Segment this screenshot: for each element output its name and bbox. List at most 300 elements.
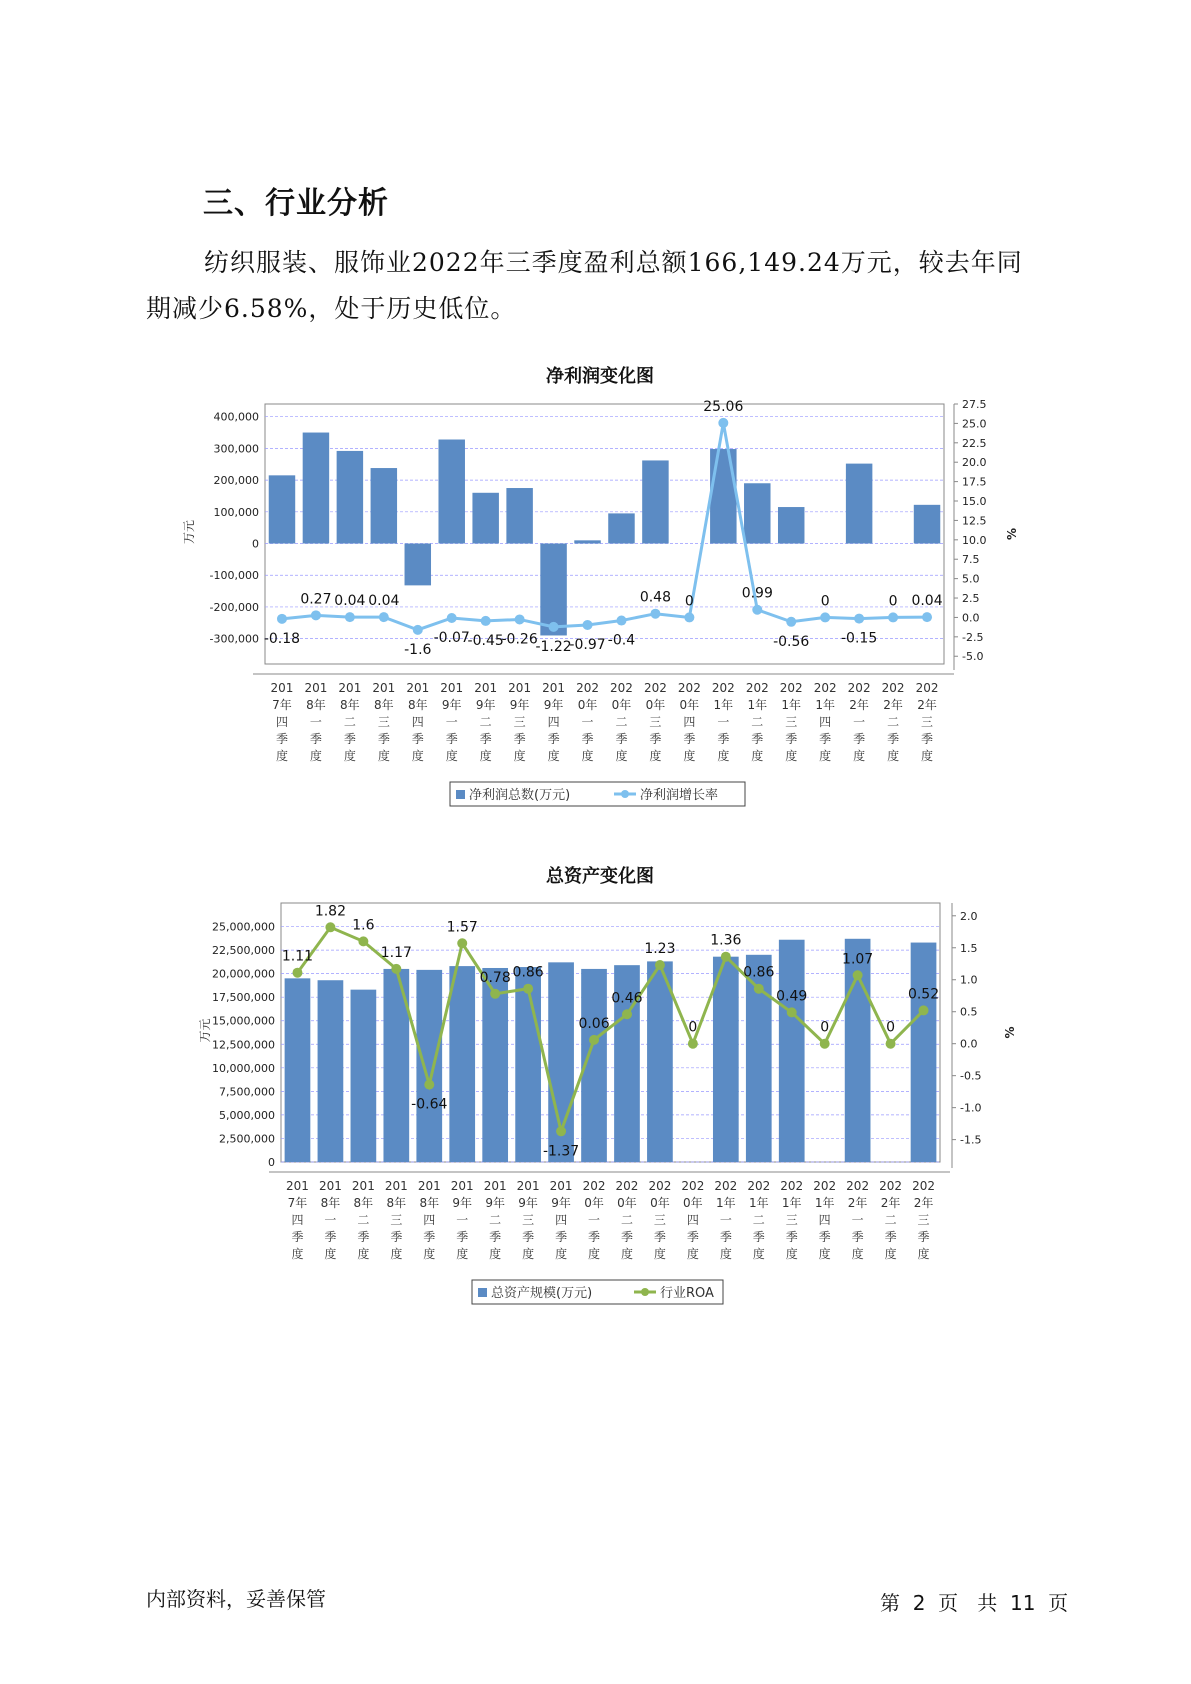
y2-tick-label: 0.5 — [960, 1005, 978, 1019]
y2-tick-label: 10.0 — [962, 533, 987, 547]
line-point — [886, 1039, 896, 1049]
y-tick-label: 12,500,000 — [212, 1038, 275, 1052]
y-axis-title: 万元 — [198, 1018, 212, 1043]
page-no: 2 — [912, 1591, 926, 1615]
line-point — [556, 1126, 566, 1136]
x-tick-label: 四 — [411, 715, 424, 729]
x-tick-label: 202 — [643, 681, 667, 695]
total-unit: 页 — [1048, 1591, 1069, 1615]
data-label: 1.6 — [352, 917, 375, 934]
x-tick-label: 0年 — [577, 698, 598, 712]
x-tick-label: 8年 — [340, 698, 360, 712]
y-tick-label: -300,000 — [209, 632, 259, 646]
data-label: -0.97 — [569, 636, 606, 653]
x-tick-label: 二 — [343, 715, 356, 729]
data-label: 0.06 — [578, 1015, 610, 1032]
y-tick-label: 15,000,000 — [212, 1014, 275, 1028]
x-tick-label: 度 — [324, 1247, 337, 1261]
x-tick-label: 1年 — [815, 698, 835, 712]
x-tick-label: 1年 — [713, 698, 734, 712]
y2-tick-label: 22.5 — [962, 436, 987, 450]
x-tick-label: 度 — [343, 749, 356, 763]
x-tick-label: 一 — [445, 715, 458, 729]
x-tick-label: 三 — [377, 715, 390, 729]
x-tick-label: 201 — [351, 1179, 375, 1193]
x-tick-label: 度 — [921, 749, 934, 763]
x-tick-label: 度 — [818, 1247, 831, 1261]
y-tick-label: 0 — [268, 1156, 275, 1169]
x-tick-label: 季 — [479, 732, 492, 746]
bar — [911, 943, 937, 1162]
x-tick-label: 202 — [881, 681, 905, 695]
x-tick-label: 二 — [357, 1213, 370, 1227]
y2-tick-label: 1.5 — [960, 941, 978, 955]
y2-tick-label: -1.0 — [960, 1101, 982, 1115]
x-tick-label: 2年 — [880, 1196, 901, 1210]
line-point — [919, 1005, 929, 1015]
x-tick-label: 9年 — [543, 698, 564, 712]
x-tick-label: 202 — [677, 681, 701, 695]
x-tick-label: 季 — [884, 1230, 897, 1244]
x-tick-label: 季 — [653, 1230, 666, 1244]
y2-tick-label: 2.5 — [962, 592, 980, 606]
x-tick-label: 201 — [417, 1179, 441, 1193]
data-label: 0.78 — [479, 969, 511, 986]
x-tick-label: 8年 — [320, 1196, 341, 1210]
x-tick-label: 度 — [479, 749, 492, 763]
x-tick-label: 四 — [686, 1213, 699, 1227]
y2-tick-label: 1.0 — [960, 973, 978, 987]
y2-tick-label: 20.0 — [962, 456, 987, 470]
footer-page-number — [880, 1587, 1068, 1616]
x-tick-label: 8年 — [353, 1196, 374, 1210]
x-tick-label: 2年 — [917, 698, 937, 712]
x-tick-label: 度 — [291, 1247, 304, 1261]
x-tick-label: 季 — [309, 732, 322, 746]
data-label: -0.56 — [773, 633, 810, 650]
x-tick-label: 0年 — [617, 1196, 637, 1210]
x-tick-label: 二 — [479, 715, 492, 729]
x-tick-label: 201 — [440, 681, 464, 695]
x-tick-label: 8年 — [407, 698, 428, 712]
data-label: -0.45 — [467, 632, 504, 649]
x-tick-label: 二 — [489, 1213, 502, 1227]
x-tick-label: 度 — [588, 1247, 601, 1261]
x-tick-label: 四 — [423, 1213, 436, 1227]
x-tick-label: 度 — [547, 749, 560, 763]
x-tick-label: 202 — [711, 681, 735, 695]
page-total: 11 — [1009, 1591, 1036, 1615]
x-tick-label: 202 — [681, 1179, 705, 1193]
x-tick-label: 度 — [751, 749, 764, 763]
x-tick-label: 1年 — [781, 1196, 802, 1210]
data-label: 0 — [886, 1019, 896, 1036]
y-tick-label: 25,000,000 — [212, 920, 275, 934]
x-tick-label: 季 — [717, 732, 730, 746]
y2-tick-label: 27.5 — [962, 398, 987, 411]
x-tick-label: 度 — [917, 1247, 930, 1261]
footer-confidential: 内部资料，妥善保管 — [146, 1587, 326, 1611]
x-tick-label: 季 — [343, 732, 356, 746]
x-tick-label: 度 — [445, 749, 458, 763]
data-label: 0.86 — [743, 964, 775, 981]
x-tick-label: 0年 — [683, 1196, 703, 1210]
x-tick-label: 季 — [785, 1230, 798, 1244]
y-tick-label: 10,000,000 — [212, 1061, 275, 1075]
x-tick-label: 季 — [620, 1230, 633, 1244]
x-tick-label: 三 — [649, 715, 662, 729]
x-tick-label: 202 — [576, 681, 599, 695]
plot-area — [281, 903, 940, 1162]
data-label: 1.57 — [446, 919, 478, 936]
data-label: 0.86 — [512, 964, 544, 981]
x-tick-label: 202 — [813, 1179, 837, 1193]
x-tick-label: 0年 — [650, 1196, 670, 1210]
chart2-title: 总资产变化图 — [546, 866, 654, 887]
y-tick-label: 7,500,000 — [219, 1085, 275, 1099]
x-tick-label: 季 — [547, 732, 560, 746]
x-tick-label: 201 — [384, 1179, 408, 1193]
page-unit: 页 — [938, 1591, 959, 1615]
x-tick-label: 0年 — [645, 698, 666, 712]
x-tick-label: 202 — [780, 1179, 804, 1193]
y2-tick-label: 5.0 — [962, 572, 980, 586]
x-tick-label: 2年 — [849, 698, 869, 712]
x-tick-label: 季 — [423, 1230, 436, 1244]
y2-tick-label: -2.5 — [962, 630, 984, 644]
data-label: -0.4 — [607, 632, 636, 649]
x-tick-label: 季 — [818, 1230, 831, 1244]
x-tick-label: 度 — [683, 749, 696, 763]
y-tick-label: 0 — [252, 537, 259, 551]
x-tick-label: 7年 — [287, 1196, 308, 1210]
y-axis-title: 万元 — [182, 519, 196, 544]
data-label: 0.99 — [741, 585, 773, 602]
y2-tick-label: 7.5 — [962, 553, 980, 567]
x-tick-label: 8年 — [386, 1196, 407, 1210]
data-label: 0.04 — [911, 593, 943, 610]
x-tick-label: 0年 — [584, 1196, 604, 1210]
x-tick-label: 季 — [785, 732, 798, 746]
x-tick-label: 1年 — [814, 1196, 835, 1210]
x-tick-label: 2年 — [883, 698, 903, 712]
line-point — [358, 936, 368, 946]
bar — [318, 980, 344, 1162]
data-label: 0 — [820, 1019, 830, 1036]
x-tick-label: 季 — [513, 732, 526, 746]
x-tick-label: 度 — [819, 749, 832, 763]
x-tick-label: 8年 — [419, 1196, 440, 1210]
x-tick-label: 度 — [887, 749, 900, 763]
legend-bar-label: 净利润总数(万元) — [469, 788, 571, 803]
line-point — [820, 1039, 830, 1049]
line-point — [655, 960, 665, 970]
data-label: 0 — [688, 1019, 698, 1036]
x-tick-label: 0年 — [679, 698, 700, 712]
data-label: -1.22 — [535, 638, 572, 655]
x-tick-label: 季 — [752, 1230, 765, 1244]
bar — [285, 978, 311, 1162]
x-tick-label: 季 — [445, 732, 458, 746]
data-label: -0.18 — [263, 630, 301, 647]
x-tick-label: 度 — [752, 1247, 765, 1261]
x-tick-label: 三 — [917, 1213, 930, 1227]
x-tick-label: 二 — [752, 1213, 765, 1227]
y2-tick-label: -5.0 — [962, 650, 984, 664]
y-tick-label: 2,500,000 — [219, 1132, 275, 1146]
x-tick-label: 季 — [921, 732, 934, 746]
data-label: 0.48 — [639, 589, 672, 606]
x-tick-label: 202 — [915, 681, 939, 695]
line-point — [292, 968, 302, 978]
x-tick-label: 202 — [582, 1179, 606, 1193]
x-tick-label: 度 — [785, 1247, 798, 1261]
x-tick-label: 度 — [686, 1247, 699, 1261]
x-tick-label: 三 — [653, 1213, 666, 1227]
y-tick-label: 5,000,000 — [219, 1108, 275, 1122]
y2-tick-label: -0.5 — [960, 1069, 982, 1083]
x-tick-label: 度 — [884, 1247, 897, 1261]
x-tick-label: 季 — [719, 1230, 732, 1244]
x-tick-label: 三 — [513, 715, 526, 729]
data-label: 0.04 — [334, 593, 366, 610]
page-prefix: 第 — [880, 1591, 900, 1615]
x-tick-label: 度 — [620, 1247, 633, 1261]
x-tick-label: 度 — [785, 749, 798, 763]
x-tick-label: 三 — [390, 1213, 403, 1227]
x-tick-label: 202 — [714, 1179, 738, 1193]
x-tick-label: 201 — [406, 681, 430, 695]
x-tick-label: 201 — [516, 1179, 540, 1193]
x-tick-label: 二 — [615, 715, 628, 729]
bar — [779, 940, 805, 1162]
x-tick-label: 季 — [390, 1230, 403, 1244]
x-tick-label: 201 — [338, 681, 362, 695]
bar — [647, 961, 673, 1162]
x-tick-label: 一 — [853, 715, 866, 729]
x-tick-label: 一 — [581, 715, 594, 729]
line-point — [391, 964, 401, 974]
x-tick-label: 季 — [411, 732, 424, 746]
x-tick-label: 9年 — [452, 1196, 473, 1210]
bar — [416, 970, 442, 1162]
legend-bar-swatch — [478, 1288, 487, 1297]
data-label: 0 — [820, 593, 830, 610]
x-tick-label: 三 — [921, 715, 934, 729]
data-label: 0 — [684, 593, 694, 610]
x-tick-label: 季 — [649, 732, 662, 746]
x-tick-label: 一 — [717, 715, 730, 729]
x-tick-label: 季 — [275, 732, 288, 746]
x-tick-label: 8年 — [306, 698, 326, 712]
x-tick-label: 一 — [309, 715, 322, 729]
data-label: -0.07 — [433, 629, 470, 646]
data-label: 0.49 — [776, 988, 808, 1005]
x-tick-label: 201 — [372, 681, 396, 695]
data-label: -1.6 — [404, 641, 432, 658]
x-tick-label: 度 — [275, 749, 288, 763]
bar — [351, 990, 377, 1162]
line-point — [622, 1009, 632, 1019]
y-tick-label: 20,000,000 — [212, 967, 275, 981]
x-tick-label: 9年 — [518, 1196, 538, 1210]
bar — [713, 957, 739, 1162]
x-tick-label: 201 — [508, 681, 532, 695]
x-tick-label: 季 — [686, 1230, 699, 1244]
x-tick-label: 202 — [745, 681, 769, 695]
x-tick-label: 二 — [620, 1213, 633, 1227]
x-tick-label: 202 — [747, 1179, 771, 1193]
x-tick-label: 季 — [581, 732, 594, 746]
x-tick-label: 四 — [291, 1213, 304, 1227]
x-tick-label: 202 — [615, 1179, 639, 1193]
x-tick-label: 季 — [851, 1230, 864, 1244]
data-label: 1.17 — [380, 944, 412, 961]
x-tick-label: 度 — [615, 749, 628, 763]
x-tick-label: 0年 — [611, 698, 632, 712]
x-tick-label: 201 — [286, 1179, 309, 1193]
x-tick-label: 度 — [513, 749, 526, 763]
x-tick-label: 9年 — [485, 1196, 505, 1210]
x-tick-label: 度 — [851, 1247, 864, 1261]
x-tick-label: 202 — [847, 681, 871, 695]
data-label: 1.11 — [281, 948, 314, 965]
line-point — [853, 970, 863, 980]
data-label: 0.04 — [368, 593, 400, 610]
y-tick-label: 100,000 — [213, 505, 259, 519]
x-tick-label: 度 — [357, 1247, 370, 1261]
x-tick-label: 三 — [785, 715, 798, 729]
x-tick-label: 度 — [390, 1247, 403, 1261]
x-tick-label: 度 — [649, 749, 662, 763]
x-tick-label: 7年 — [272, 698, 292, 712]
x-tick-label: 季 — [377, 732, 390, 746]
x-tick-label: 9年 — [475, 698, 496, 712]
x-tick-label: 度 — [717, 749, 730, 763]
x-tick-label: 四 — [683, 715, 696, 729]
line-point — [721, 952, 731, 962]
y-tick-label: 22,500,000 — [212, 944, 275, 958]
data-label: 25.06 — [703, 398, 744, 415]
x-tick-label: 三 — [785, 1213, 798, 1227]
x-tick-label: 1年 — [747, 698, 768, 712]
x-tick-label: 二 — [887, 715, 900, 729]
data-label: -0.15 — [841, 630, 878, 647]
x-tick-label: 202 — [879, 1179, 903, 1193]
y-tick-label: -100,000 — [209, 569, 259, 583]
x-tick-label: 202 — [912, 1179, 935, 1193]
total-prefix: 共 — [977, 1591, 998, 1615]
legend-line-label: 净利润增长率 — [640, 788, 719, 803]
legend-line-marker — [641, 1288, 649, 1296]
data-label: -0.26 — [501, 631, 538, 648]
x-tick-label: 四 — [818, 1213, 831, 1227]
x-tick-label: 一 — [456, 1213, 469, 1227]
x-tick-label: 度 — [719, 1247, 732, 1261]
x-tick-label: 度 — [522, 1247, 535, 1261]
x-tick-label: 季 — [917, 1230, 930, 1244]
x-tick-label: 202 — [648, 1179, 672, 1193]
y2-tick-label: 2.0 — [960, 909, 978, 923]
line-point — [754, 984, 764, 994]
y2-axis-title: % — [1005, 527, 1019, 540]
x-tick-label: 201 — [483, 1179, 507, 1193]
x-tick-label: 四 — [819, 715, 832, 729]
x-tick-label: 季 — [819, 732, 832, 746]
data-label: 1.36 — [710, 932, 742, 949]
y-tick-label: 400,000 — [213, 410, 259, 424]
summary-line-1: 纺织服装、服饰业2022年三季度盈利总额166,149.24万元，较去年同 — [204, 248, 1023, 277]
line-point — [787, 1007, 797, 1017]
x-tick-label: 2年 — [913, 1196, 934, 1210]
x-tick-label: 度 — [377, 749, 390, 763]
x-tick-label: 一 — [588, 1213, 601, 1227]
data-label: 1.07 — [842, 951, 874, 968]
x-tick-label: 季 — [615, 732, 628, 746]
x-tick-label: 季 — [489, 1230, 502, 1244]
x-tick-label: 201 — [542, 681, 566, 695]
x-tick-label: 9年 — [509, 698, 530, 712]
x-tick-label: 二 — [884, 1213, 897, 1227]
y2-axis-title: % — [1003, 1026, 1017, 1039]
x-tick-label: 202 — [846, 1179, 870, 1193]
x-tick-label: 度 — [853, 749, 866, 763]
data-label: 0.46 — [611, 990, 643, 1007]
summary-line-2: 期减少6.58%，处于历史低位。 — [146, 294, 517, 323]
line-point — [490, 989, 500, 999]
bar — [515, 967, 541, 1162]
x-tick-label: 季 — [588, 1230, 601, 1244]
x-tick-label: 度 — [489, 1247, 502, 1261]
x-tick-label: 202 — [610, 681, 633, 695]
data-label: 1.82 — [314, 903, 347, 920]
y-tick-label: -200,000 — [209, 600, 259, 614]
line-point — [688, 1039, 698, 1049]
x-tick-label: 季 — [887, 732, 900, 746]
line-point — [523, 984, 533, 994]
y2-tick-label: 17.5 — [962, 475, 987, 489]
x-tick-label: 9年 — [551, 1196, 571, 1210]
chart1-title: 净利润变化图 — [546, 366, 654, 387]
x-tick-label: 一 — [851, 1213, 864, 1227]
y2-tick-label: 15.0 — [962, 495, 987, 509]
x-tick-label: 9年 — [441, 698, 462, 712]
data-label: 0 — [888, 593, 898, 610]
x-tick-label: 度 — [456, 1247, 469, 1261]
x-tick-label: 季 — [522, 1230, 535, 1244]
y-tick-label: 300,000 — [213, 442, 259, 456]
x-tick-label: 度 — [309, 749, 322, 763]
y2-tick-label: 0.0 — [960, 1037, 978, 1051]
legend-line-label: 行业ROA — [660, 1286, 714, 1301]
data-label: 0.27 — [300, 591, 332, 608]
y2-tick-label: 25.0 — [962, 417, 987, 431]
x-tick-label: 202 — [779, 681, 803, 695]
x-tick-label: 四 — [555, 1213, 568, 1227]
x-tick-label: 季 — [751, 732, 764, 746]
x-tick-label: 季 — [555, 1230, 568, 1244]
x-tick-label: 202 — [813, 681, 837, 695]
x-tick-label: 四 — [547, 715, 560, 729]
x-tick-label: 201 — [270, 681, 294, 695]
x-tick-label: 度 — [581, 749, 594, 763]
x-tick-label: 季 — [291, 1230, 304, 1244]
x-tick-label: 度 — [423, 1247, 436, 1261]
line-point — [589, 1035, 599, 1045]
y2-tick-label: 0.0 — [962, 611, 980, 625]
data-label: -1.37 — [542, 1143, 580, 1160]
data-label: 0.52 — [907, 986, 940, 1003]
